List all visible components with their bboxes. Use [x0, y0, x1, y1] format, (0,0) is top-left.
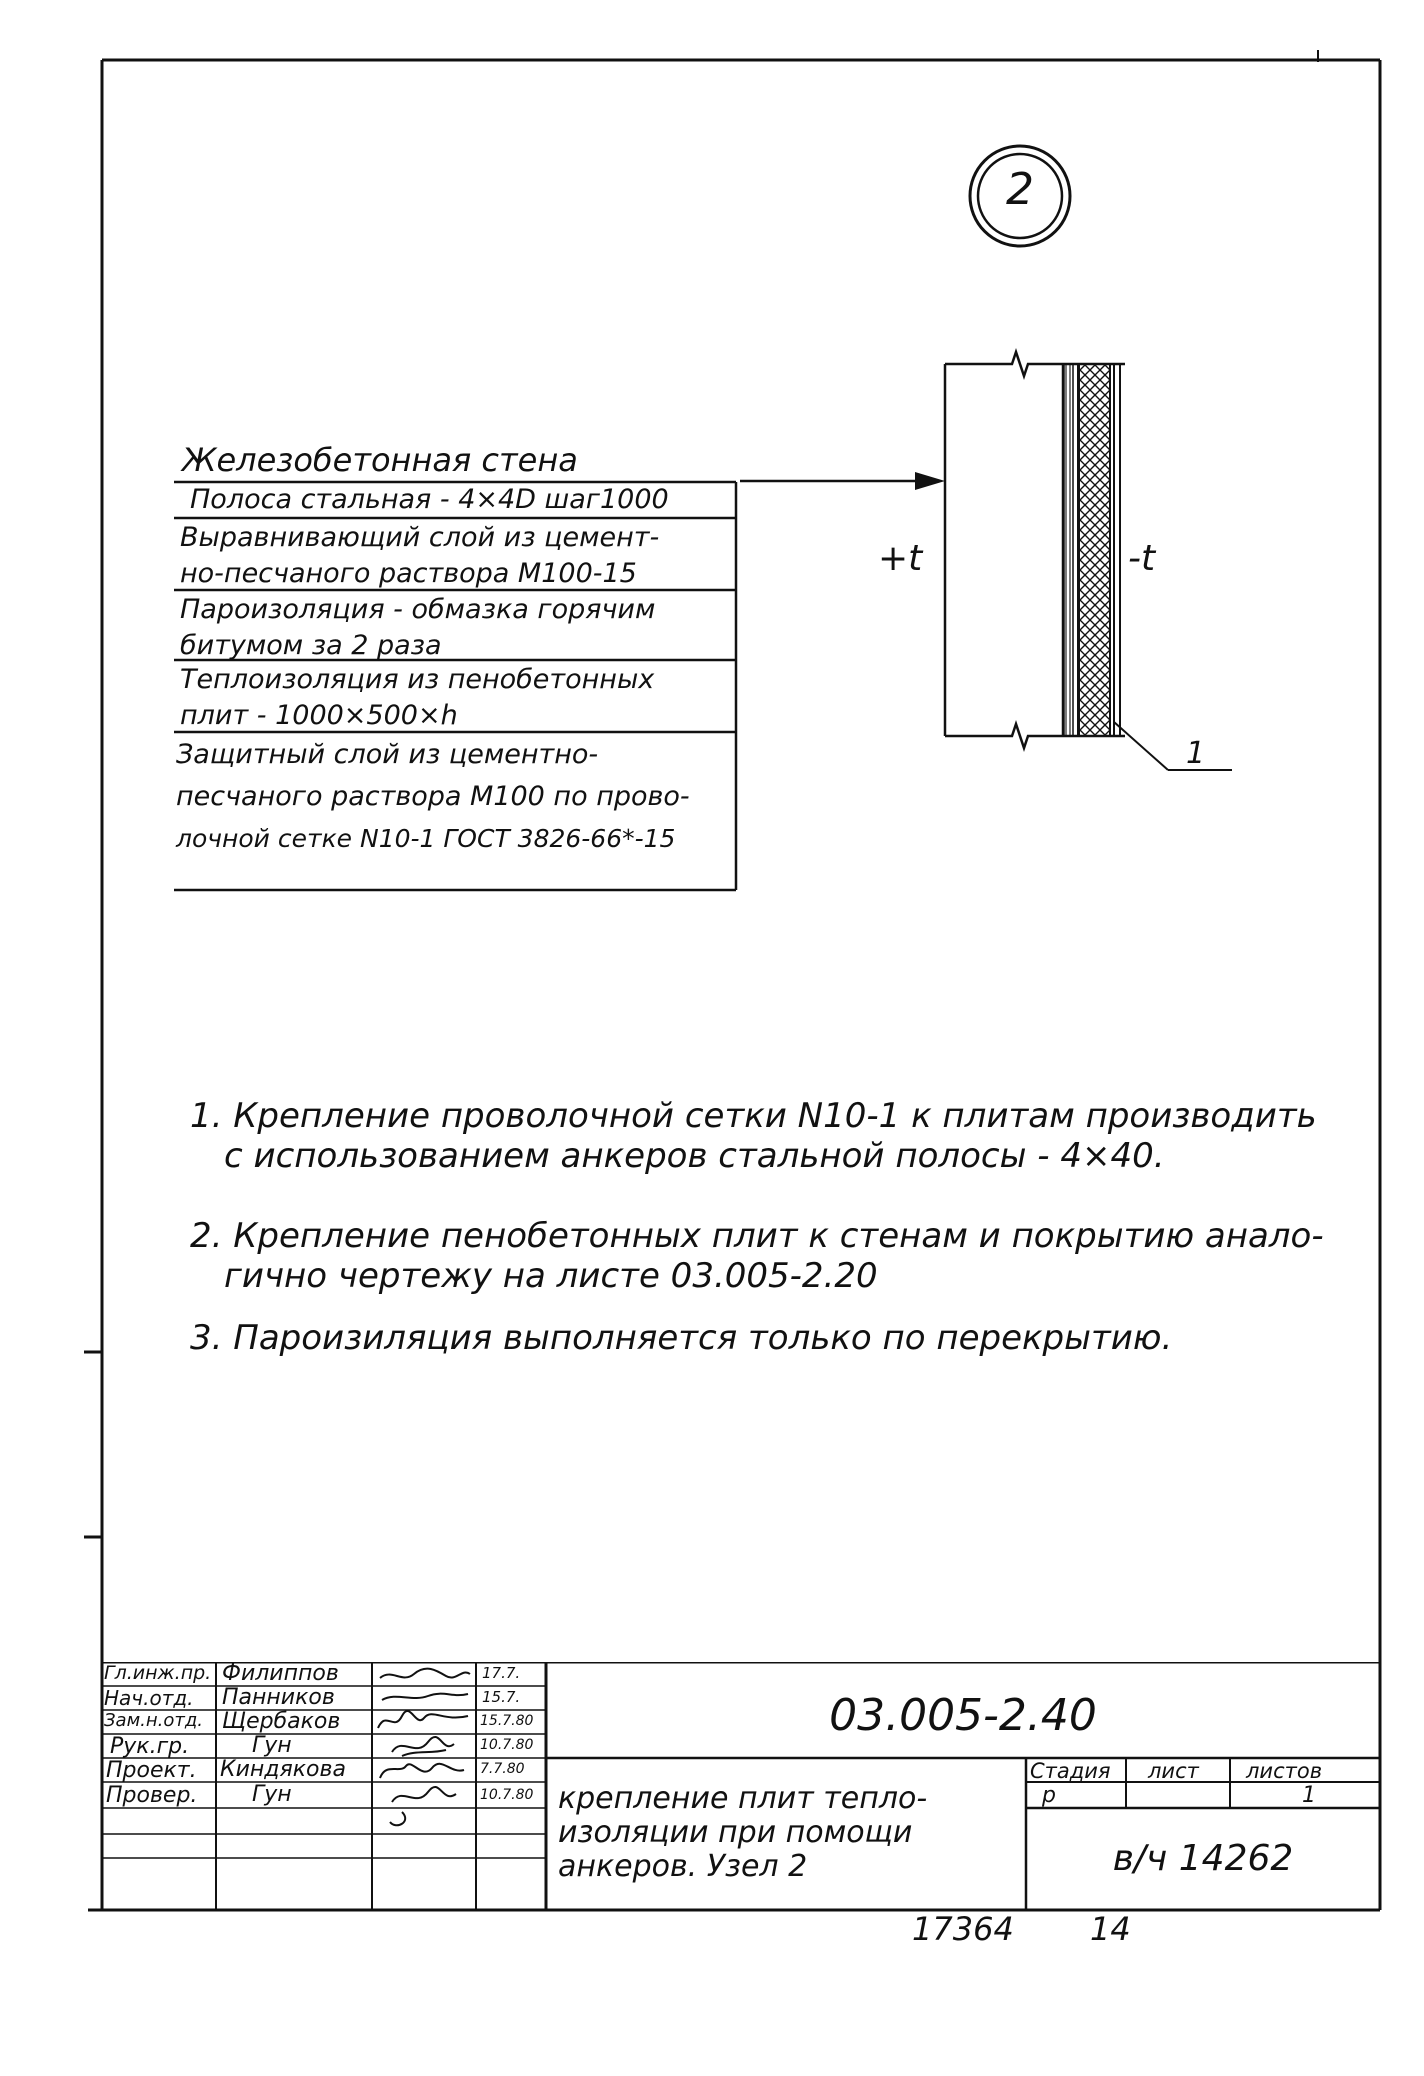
- staff-role: Рук.гр.: [110, 1734, 190, 1759]
- staff-name: Киндякова: [220, 1757, 346, 1782]
- note-line: гично чертежу на листе 03.005-2.20: [224, 1256, 878, 1296]
- title-line: анкеров. Узел 2: [558, 1849, 808, 1884]
- thermal-label-minus: -t: [1128, 538, 1156, 579]
- layer-row: [180, 662, 654, 734]
- staff-date: 10.7.80: [480, 1737, 534, 1753]
- note-item: [190, 1318, 1172, 1358]
- layer-line: лочной сетке N10-1 ГОСТ 3826-66*-15: [176, 824, 676, 853]
- layer-line: песчаного раствора М100 по прово-: [176, 781, 690, 812]
- layer-row: [180, 520, 659, 592]
- staff-name: Филиппов: [222, 1661, 339, 1686]
- staff-date: 7.7.80: [480, 1761, 525, 1777]
- staff-name: Гун: [252, 1782, 292, 1807]
- staff-date: 15.7.: [482, 1688, 521, 1706]
- leader-number: 1: [1186, 736, 1206, 771]
- signatures: [372, 1662, 476, 1834]
- note-item: [190, 1216, 1324, 1296]
- note-item: [190, 1096, 1317, 1176]
- layer-row: [190, 482, 669, 518]
- layer-legend: [172, 436, 738, 896]
- staff-role: Нач.отд.: [104, 1686, 194, 1710]
- title-block: [102, 1662, 1380, 1910]
- wall-section-drawing: [740, 340, 1300, 800]
- layer-line: Теплоизоляция из пенобетонных: [180, 664, 655, 695]
- layer-row: [182, 442, 578, 478]
- note-line: 3. Пароизиляция выполняется только по перекрытию.: [190, 1318, 1173, 1358]
- stage-value: р: [1042, 1783, 1056, 1808]
- layer-line: Выравнивающий слой из цемент-: [180, 522, 660, 553]
- layer-row: [180, 592, 655, 664]
- note-line: с использованием анкеров стальной полосы - 4×40.: [224, 1136, 1165, 1176]
- notes: [190, 1096, 1324, 1366]
- drawing-title: [558, 1782, 927, 1884]
- node-number-circle: [966, 142, 1074, 250]
- staff-name: Панников: [222, 1685, 335, 1710]
- layer-row: [176, 734, 690, 860]
- layer-line: битумом за 2 раза: [180, 630, 442, 661]
- layer-line: Защитный слой из цементно-: [176, 739, 599, 770]
- note-line: 2. Крепление пенобетонных плит к стенам и покрытию анало-: [190, 1216, 1324, 1256]
- inventory-number: 17364: [912, 1910, 1014, 1948]
- staff-name: Гун: [252, 1733, 292, 1758]
- layer-line: Полоса стальная - 4×4D шаг1000: [190, 484, 669, 515]
- staff-role: Гл.инж.пр.: [104, 1662, 212, 1684]
- staff-date: 10.7.80: [480, 1787, 534, 1803]
- sheets-value: 1: [1302, 1783, 1316, 1808]
- node-number: 2: [1006, 164, 1034, 215]
- layer-line: Железобетонная стена: [182, 441, 578, 479]
- layer-line: Пароизоляция - обмазка горячим: [180, 594, 656, 625]
- staff-date: 17.7.: [482, 1664, 521, 1682]
- stage-header: Стадия: [1030, 1759, 1111, 1783]
- thermal-label-plus: +t: [878, 538, 923, 579]
- sheets-header: листов: [1246, 1759, 1323, 1783]
- layer-line: но-песчаного раствора М100-15: [180, 558, 637, 589]
- staff-date: 15.7.80: [480, 1713, 534, 1729]
- layer-line: плит - 1000×500×h: [180, 700, 458, 731]
- staff-role: Провер.: [106, 1783, 198, 1808]
- staff-role: Зам.н.отд.: [104, 1710, 204, 1731]
- note-line: 1. Крепление проволочной сетки N10-1 к плитам производить: [190, 1096, 1317, 1136]
- document-code: 03.005-2.40: [829, 1690, 1097, 1741]
- sheet-header: лист: [1148, 1759, 1199, 1783]
- page-number: 14: [1090, 1910, 1131, 1948]
- staff-name: Щербаков: [222, 1709, 341, 1734]
- organization: в/ч 14262: [1112, 1838, 1294, 1879]
- title-line: изоляции при помощи: [558, 1815, 913, 1850]
- staff-role: Проект.: [106, 1758, 197, 1783]
- title-line: крепление плит тепло-: [558, 1781, 928, 1816]
